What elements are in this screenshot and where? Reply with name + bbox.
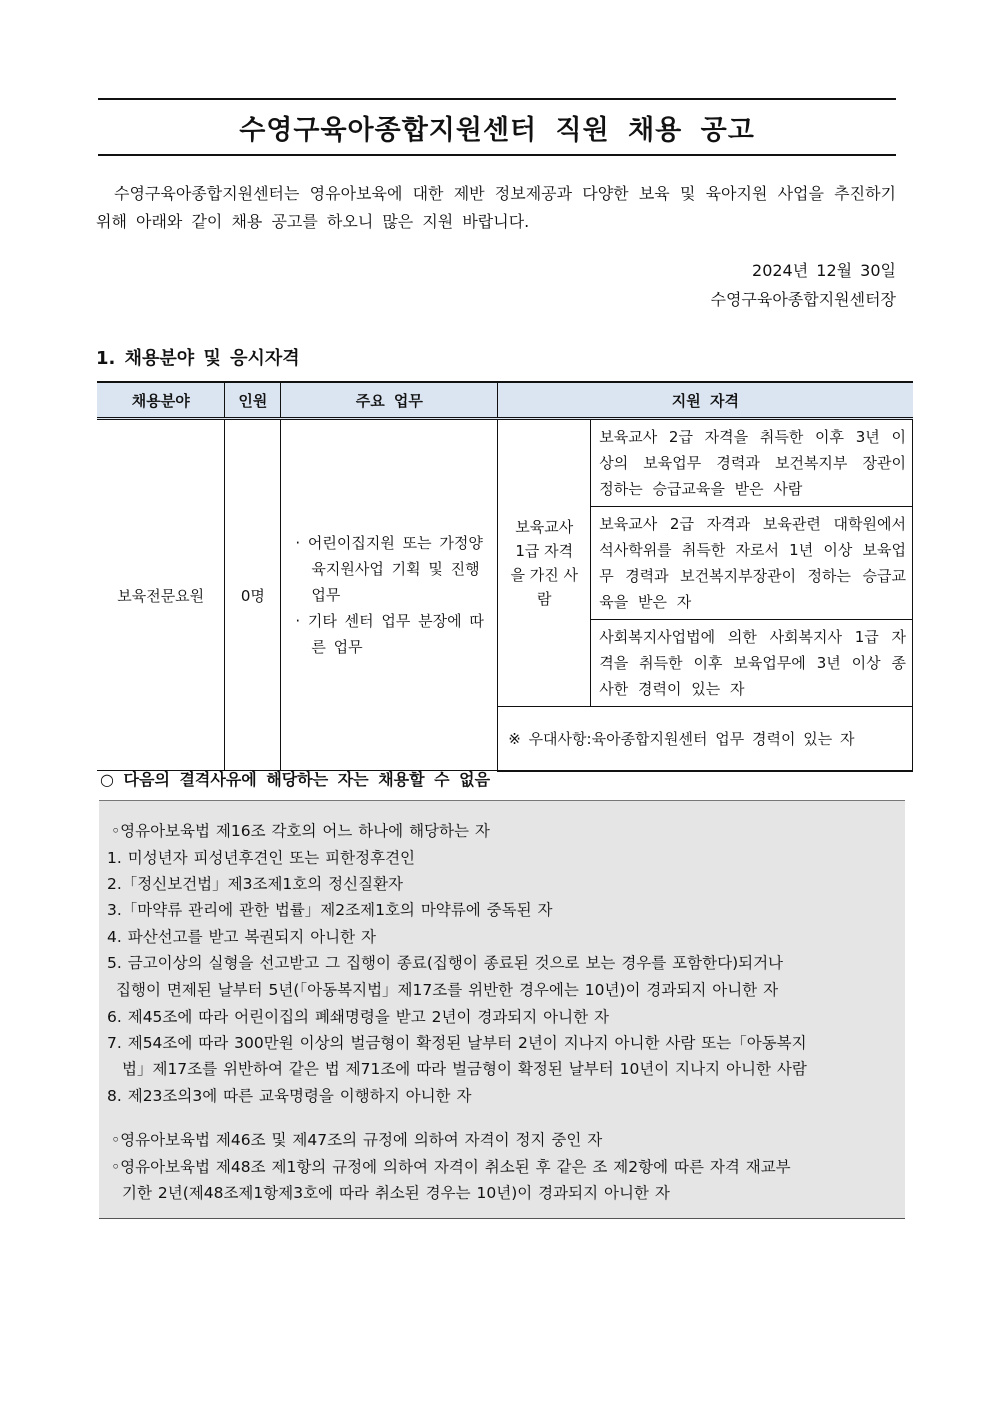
duty-item: · 어린이집지원 또는 가정양육지원사업 기획 및 진행 업무 <box>295 534 483 604</box>
title-box <box>98 98 896 156</box>
section-heading-recruitment: 1. 채용분야 및 응시자격 <box>96 348 300 369</box>
disqualification-line: 집행이 면제된 날부터 5년(「아동복지법」제17조를 위반한 경우에는 10년)이 경과되지 아니한 자 <box>116 981 779 999</box>
disqualification-line: ◦영유아보육법 제16조 각호의 어느 하나에 해당하는 자 <box>111 822 490 840</box>
disqualification-heading: ○ 다음의 결격사유에 해당하는 자는 채용할 수 없음 <box>100 770 491 789</box>
recruitment-table <box>97 381 913 772</box>
disqualification-line: 4. 파산선고를 받고 복권되지 아니한 자 <box>107 928 377 946</box>
header-duties: 주요 업무 <box>281 382 498 419</box>
cell-field: 보육전문요원 <box>97 419 225 771</box>
cell-duties <box>281 419 498 771</box>
duty-item: · 기타 센터 업무 분장에 따른 업무 <box>295 612 484 656</box>
table-header-row <box>97 382 913 419</box>
disqualification-line: ◦영유아보육법 제46조 및 제47조의 규정에 의하여 자격이 정지 중인 자 <box>111 1131 603 1149</box>
cell-qualification-group <box>498 419 591 707</box>
notice-date: 2024년 12월 30일 <box>752 261 896 280</box>
disqualification-line: 기한 2년(제48조제1항제3호에 따라 취소된 경우는 10년)이 경과되지 아니한 자 <box>122 1184 670 1202</box>
disqualification-line: 2.「정신보건법」제3조제1호의 정신질환자 <box>107 875 404 893</box>
disqualification-line: 법」제17조를 위반하여 같은 법 제71조에 따라 벌금형이 확정된 날부터 10년이 지나지 아니한 사람 <box>122 1060 807 1078</box>
qualification-group-text: 보육교사 1급 자격을 가진 사람 <box>510 518 578 608</box>
intro-text: 수영구육아종합지원센터는 영유아보육에 대한 제반 정보제공과 다양한 보육 및 육아지원 사업을 추진하기 위해 아래와 같이 채용 공고를 하오니 많은 지원 바랍니다. <box>96 184 896 231</box>
disqualification-line: 5. 금고이상의 실형을 선고받고 그 집행이 종료(집행이 종료된 것으로 보는 경우를 포함한다)되거나 <box>107 954 784 972</box>
header-count: 인원 <box>225 382 281 419</box>
disqualification-box <box>99 800 905 1219</box>
header-qualifications: 지원 자격 <box>498 382 913 419</box>
disqualification-line: 6. 제45조에 따라 어린이집의 폐쇄명령을 받고 2년이 경과되지 아니한 자 <box>107 1008 609 1026</box>
requirement-item: 보육교사 2급 자격과 보육관련 대학원에서 석사학위를 취득한 자로서 1년 이상 보육업무 경력과 보건복지부장관이 정하는 승급교육을 받은 자 <box>591 507 913 620</box>
requirement-item: 보육교사 2급 자격을 취득한 이후 3년 이상의 보육업무 경력과 보건복지부 장관이 정하는 승급교육을 받은 사람 <box>591 419 913 507</box>
page-title: 수영구육아종합지원센터 직원 채용 공고 <box>239 114 755 146</box>
disqualification-line: 7. 제54조에 따라 300만원 이상의 벌금형이 확정된 날부터 2년이 지나지 아니한 사람 또는「아동복지 <box>107 1034 807 1052</box>
disqualification-line: 1. 미성년자 피성년후견인 또는 피한정후견인 <box>107 849 416 867</box>
table-row <box>97 419 913 507</box>
intro-paragraph <box>96 180 896 236</box>
disqualification-line: 3.「마약류 관리에 관한 법률」제2조제1호의 마약류에 중독된 자 <box>107 901 553 919</box>
header-field: 채용분야 <box>97 382 225 419</box>
disqualification-line: ◦영유아보육법 제48조 제1항의 규정에 의하여 자격이 취소된 후 같은 조 제2항에 따른 자격 재교부 <box>111 1158 791 1176</box>
cell-count: 0명 <box>225 419 281 771</box>
cell-preference: ※ 우대사항:육아종합지원센터 업무 경력이 있는 자 <box>498 707 913 771</box>
notice-signer: 수영구육아종합지원센터장 <box>710 290 896 309</box>
requirement-item: 사회복지사업법에 의한 사회복지사 1급 자격을 취득한 이후 보육업무에 3년 이상 종사한 경력이 있는 자 <box>591 620 913 707</box>
disqualification-line: 8. 제23조의3에 따른 교육명령을 이행하지 아니한 자 <box>107 1087 472 1105</box>
